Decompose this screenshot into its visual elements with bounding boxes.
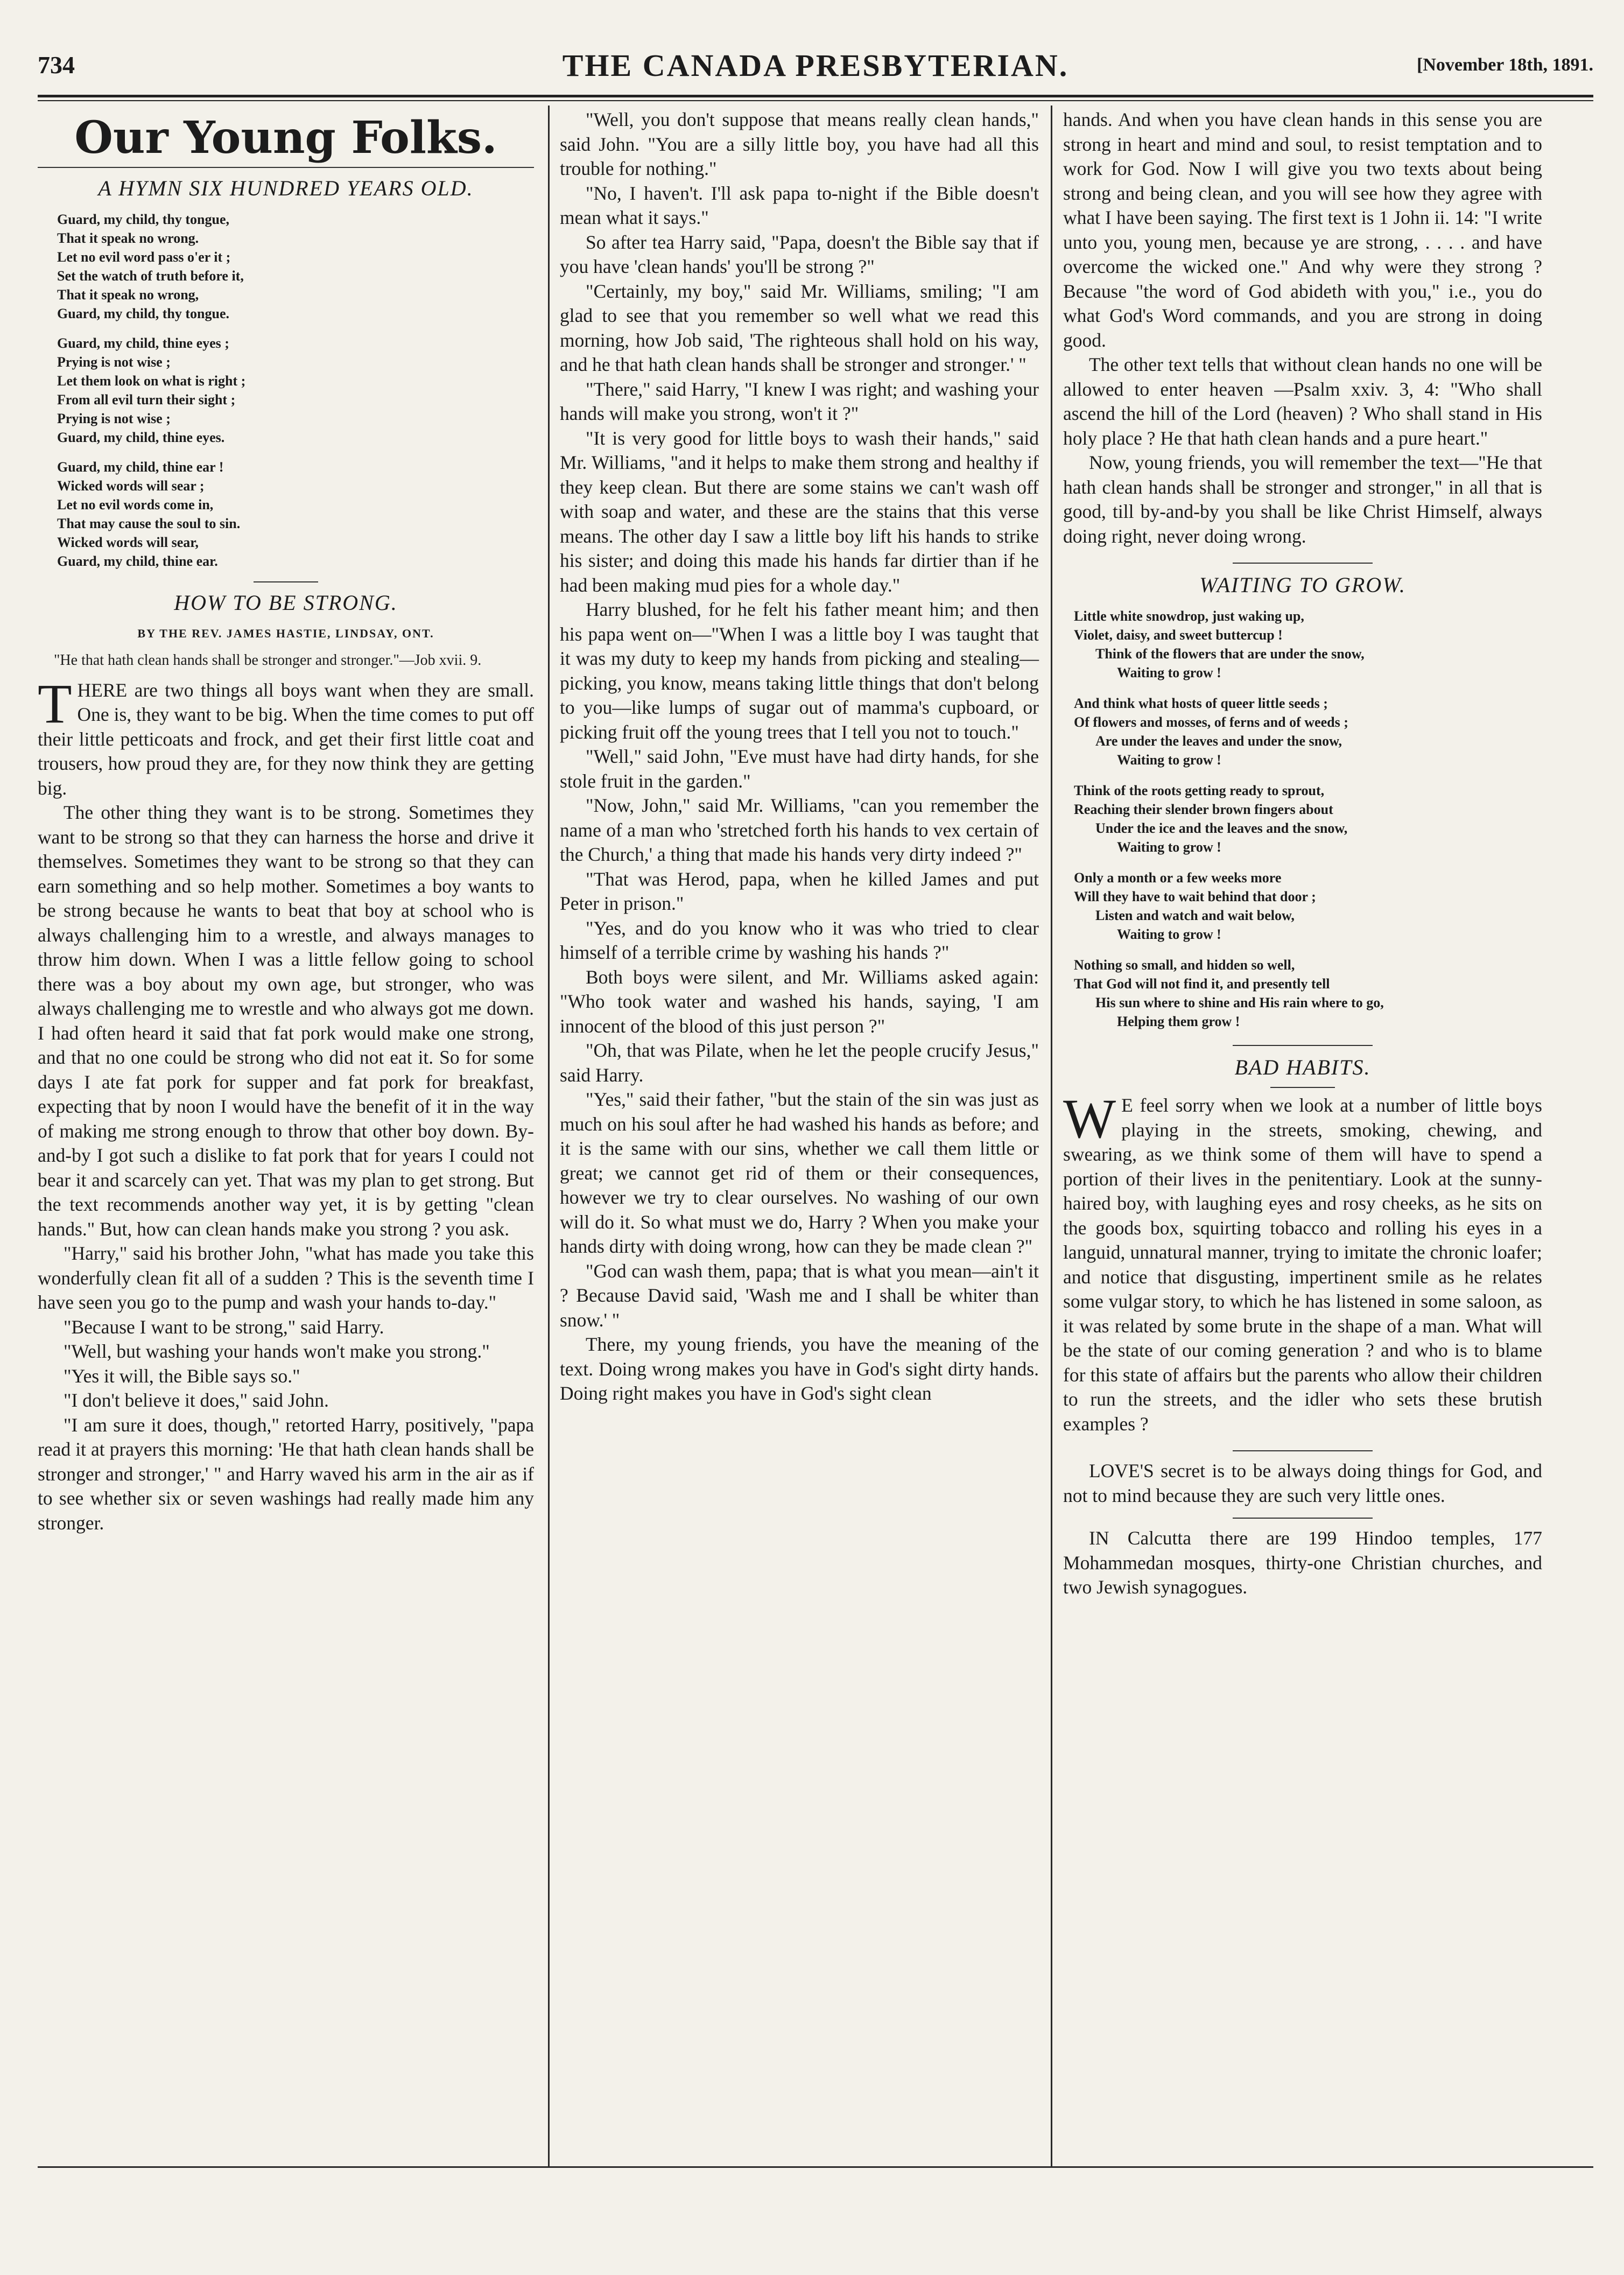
poem-line: Let no evil word pass o'er it ; xyxy=(57,249,231,265)
article-paragraph: "That was Herod, papa, when he killed James and put Peter in prison." xyxy=(560,868,1039,914)
page-bottom-rule xyxy=(38,2166,1593,2168)
article-paragraph: "Yes," said their father, "but the stain of the sin was just as much on his soul after he had washed his hands as before; and it is the same with our sins, whether we call them little or great; we cannot get rid of them or their consequences, however we try to clear ourselves. No washing of our own will do it. So what must we do, Harry ? When you make your hands dirty with doing wrong, how can they be made clean ?" xyxy=(560,1089,1039,1257)
article-paragraph: The other text tells that without clean hands no one will be allowed to enter heaven —Psalm xxiv. 3, 4: "Who shall ascend the hill of the Lord (heaven) ? Who shall stand in His holy place ? He that hath clean hands and a pure heart." xyxy=(1063,354,1542,449)
poem-line: Think of the flowers that are under the snow, xyxy=(1095,646,1365,662)
hymn-title: A HYMN SIX HUNDRED YEARS OLD. xyxy=(98,176,474,200)
article-paragraph: "Certainly, my boy," said Mr. Williams, smiling; "I am glad to see that you remember so well what we read this morning, how Job said, 'The righteous shall hold on his way, and he that hath clean hands shall be stronger and stronger.' " xyxy=(560,280,1039,375)
column-3 xyxy=(1063,108,1542,1600)
article-paragraph: Now, young friends, you will remember the text—"He that hath clean hands shall be stronger and stronger," in all that is good, till by-and-by you shall be like Christ Himself, always doing right, never doing wrong. xyxy=(1063,452,1542,547)
poem-line: Wicked words will sear ; xyxy=(57,478,205,494)
poem-line: Let no evil words come in, xyxy=(57,497,214,512)
poem-line: That it speak no wrong. xyxy=(57,230,199,246)
poem-line: Waiting to grow ! xyxy=(1117,665,1221,680)
poem-line: Waiting to grow ! xyxy=(1117,752,1221,768)
poem-line: Will they have to wait behind that door ; xyxy=(1074,889,1316,904)
article-title: HOW TO BE STRONG. xyxy=(174,591,398,615)
poem-line: Set the watch of truth before it, xyxy=(57,268,244,284)
column-separator xyxy=(548,106,550,2167)
masthead-rule xyxy=(38,95,1593,97)
article-paragraph: The other thing they want is to be strong. Sometimes they want to be strong so that they can harness the horse and drive it themselves. Sometimes they want to be strong so that they can earn something and so help mother. Sometimes a boy wants to be strong because he wants to beat that boy at school who is always challenging him to a wrestle, and always manages to throw him down. When I was a little fellow going to school there was a boy about my own age, but stronger, who was always challenging me to wrestle and who always got me down. I had often heard it said that fat pork would make one strong, and that no one could be strong who did not eat it. So for some days I ate fat pork for supper and fat pork for breakfast, expecting that by noon I would have the benefit of it in the way of making me strong enough to throw that other boy down. By-and-by I got such a dislike to fat pork that for years I could not bear it and scarcely can yet. That was my plan to get strong. But the text recommends another way yet, it is by getting "clean hands." But, how can clean hands make you strong ? you ask. xyxy=(38,802,534,1240)
article-paragraph: "Well, you don't suppose that means really clean hands," said John. "You are a silly little boy, you have had all this trouble for nothing." xyxy=(560,109,1039,179)
poem-line: Prying is not wise ; xyxy=(57,354,171,370)
section-title: Our Young Folks. xyxy=(74,112,497,164)
article-title: BAD HABITS. xyxy=(1234,1055,1371,1079)
poem-stanza xyxy=(1074,956,1542,1031)
poem-line: Only a month or a few weeks more xyxy=(1074,870,1282,886)
article-paragraph: Both boys were silent, and Mr. Williams asked again: "Who took water and washed his hands, saying, 'I am innocent of the blood of this just person ?" xyxy=(560,966,1039,1037)
poem-line: Little white snowdrop, just waking up, xyxy=(1074,608,1304,624)
article-divider xyxy=(1233,563,1373,564)
hymn-poem xyxy=(57,210,534,571)
poem-line: His sun where to shine and His rain where to go, xyxy=(1095,995,1384,1010)
column-2 xyxy=(560,108,1039,1406)
article-divider xyxy=(1233,1518,1373,1519)
masthead xyxy=(38,47,1593,90)
journal-title: THE CANADA PRESBYTERIAN. xyxy=(562,48,1069,83)
poem-line: Think of the roots getting ready to sprout, xyxy=(1074,783,1325,798)
section-rule xyxy=(38,167,534,168)
poem-line: Waiting to grow ! xyxy=(1117,839,1221,855)
article-paragraph: "God can wash them, papa; that is what you mean—ain't it ? Because David said, 'Wash me and I shall be whiter than snow.' " xyxy=(560,1260,1039,1331)
poem-line: And think what hosts of queer little seeds ; xyxy=(1074,696,1328,711)
article-paragraph: LOVE'S secret is to be always doing things for God, and not to mind because they are such very little ones. xyxy=(1063,1460,1542,1506)
article-paragraph: "Oh, that was Pilate, when he let the people crucify Jesus," said Harry. xyxy=(560,1040,1039,1086)
poem-line: Guard, my child, thy tongue. xyxy=(57,306,229,321)
article-paragraph: "Well, but washing your hands won't make you strong." xyxy=(64,1340,490,1362)
poem-line: Guard, my child, thine ear. xyxy=(57,553,218,569)
poem-stanza xyxy=(1074,781,1542,856)
article-paragraph: THERE are two things all boys want when they are small. One is, they want to be big. When the time comes to put off their little petticoats and frock, and get their first little coat and trousers, how proud they are, for they now think they are getting big. xyxy=(38,672,534,799)
article-paragraph: So after tea Harry said, "Papa, doesn't the Bible say that if you have 'clean hands' you'll be strong ?" xyxy=(560,231,1039,277)
poem-line: That may cause the soul to sin. xyxy=(57,516,241,531)
article-paragraph: "I am sure it does, though," retorted Harry, positively, "papa read it at prayers this morning: 'He that hath clean hands shall be stronger and stronger,' " and Harry waved his arm in the air as if to see whether six or seven washings had really made him any stronger. xyxy=(38,1414,534,1534)
poem-line: Under the ice and the leaves and the snow, xyxy=(1095,820,1348,836)
article-paragraph: IN Calcutta there are 199 Hindoo temples, 177 Mohammedan mosques, thirty-one Christian churches, and two Jewish synagogues. xyxy=(1063,1527,1542,1598)
poem-line: Let them look on what is right ; xyxy=(57,373,246,389)
article-paragraph: "Because I want to be strong," said Harry. xyxy=(64,1316,384,1338)
article-divider xyxy=(254,581,318,582)
poem-line: That God will not find it, and presently tell xyxy=(1074,976,1330,992)
poem-line: Guard, my child, thine eyes. xyxy=(57,430,225,445)
article-paragraph: Harry blushed, for he felt his father meant him; and then his papa went on—"When I was a little boy I was taught that it was my duty to keep my hands from picking and stealing—picking, you know, means taking little things that don't belong to you—like lumps of sugar out of mamma's cupboard, or picking fruit off the young trees that I tell you not to touch." xyxy=(560,599,1039,743)
poem-stanza xyxy=(57,458,534,571)
article-divider xyxy=(1233,1450,1373,1451)
article-paragraph: "Yes, and do you know who it was who tried to clear himself of a terrible crime by washing his hands ?" xyxy=(560,917,1039,963)
article-paragraph: "Yes it will, the Bible says so." xyxy=(64,1365,300,1387)
column-1 xyxy=(38,108,534,1535)
article-paragraph: hands. And when you have clean hands in this sense you are strong in heart and mind and soul, to resist temptation and to work for God. Now I will give you two texts about being strong and being clean, and you will see how they agree with what I have been saying. The first text is 1 John ii. 14: "I write unto you, young men, because ye are strong, . . . . and have overcome the wicked one." And why were they strong ? Because "the word of God abideth with you," i.e., you do what God's Word commands, and you are strong in doing good. xyxy=(1063,109,1542,351)
column-separator xyxy=(1051,106,1052,2167)
poem-line: Guard, my child, thy tongue, xyxy=(57,212,229,227)
poem-line: Of flowers and mosses, of ferns and of weeds ; xyxy=(1074,714,1348,730)
poem-title: WAITING TO GROW. xyxy=(1199,573,1406,597)
poem-stanza xyxy=(1074,694,1542,769)
poem-line: From all evil turn their sight ; xyxy=(57,392,236,408)
poem-line: Listen and watch and wait below, xyxy=(1095,908,1295,923)
article-paragraph: "There," said Harry, "I knew I was right; and washing your hands will make you strong, won't it ?" xyxy=(560,378,1039,424)
article-paragraph: "No, I haven't. I'll ask papa to-night if the Bible doesn't mean what it says." xyxy=(560,182,1039,228)
article-byline: BY THE REV. JAMES HASTIE, LINDSAY, ONT. xyxy=(137,627,434,640)
poem-stanza xyxy=(57,334,534,447)
poem-stanza xyxy=(1074,868,1542,944)
poem-line: Are under the leaves and under the snow, xyxy=(1095,733,1342,749)
page-number: 734 xyxy=(38,51,75,79)
poem-line: Helping them grow ! xyxy=(1117,1014,1240,1029)
poem-line: Violet, daisy, and sweet buttercup ! xyxy=(1074,627,1283,643)
article-divider xyxy=(1233,1045,1373,1046)
poem-line: Nothing so small, and hidden so well, xyxy=(1074,957,1295,973)
poem-line: Waiting to grow ! xyxy=(1117,926,1221,942)
article-epigraph: "He that hath clean hands shall be stronger and stronger."—Job xvii. 9. xyxy=(54,651,482,669)
waiting-poem xyxy=(1074,607,1542,1031)
masthead-rule-thin xyxy=(38,100,1593,101)
poem-line: Prying is not wise ; xyxy=(57,411,171,426)
article-paragraph: "Harry," said his brother John, "what has made you take this wonderfully clean fit all of a sudden ? This is the seventh time I have seen you go to the pump and wash your hands to-day." xyxy=(38,1242,534,1313)
article-paragraph: "I don't believe it does," said John. xyxy=(64,1389,329,1411)
title-rule xyxy=(1270,1087,1335,1088)
article-paragraph: "It is very good for little boys to wash their hands," said Mr. Williams, "and it helps to make them strong and healthy if they keep clean. But there are some stains we can't wash off with soap and water, and these are the stains that this verse means. The other day I saw a little boy lift his hands to strike his sister; and doing this made his hands far dirtier than if he had been making mud pies for a whole day." xyxy=(560,427,1039,596)
article-paragraph: "Well," said John, "Eve must have had dirty hands, for she stole fruit in the garden." xyxy=(560,746,1039,792)
poem-line: That it speak no wrong, xyxy=(57,287,199,303)
poem-line: Wicked words will sear, xyxy=(57,535,199,550)
poem-stanza xyxy=(1074,607,1542,682)
poem-line: Guard, my child, thine ear ! xyxy=(57,459,224,475)
poem-stanza xyxy=(57,210,534,323)
issue-date: [November 18th, 1891. xyxy=(1417,55,1593,75)
article-paragraph: "Now, John," said Mr. Williams, "can you remember the name of a man who 'stretched forth his hands to vex certain of the Church,' a thing that made his hands very dirty indeed ?" xyxy=(560,795,1039,865)
article-paragraph: There, my young friends, you have the meaning of the text. Doing wrong makes you have in God's sight dirty hands. Doing right makes you have in God's sight clean xyxy=(560,1333,1039,1404)
article-paragraph: WE feel sorry when we look at a number of little boys playing in the streets, smoking, chewing, and swearing, as we think some of them will have to spend a portion of their lives in the penitentiary. Look at the sunny-haired boy, with laughing eyes and rosy cheeks, as he sits on the goods box, squirting tobacco and rolling his eyes in a languid, unnatural manner, trying to imitate the chronic loafer; and notice that disgusting, impertinent smile as he relates some vulgar story, to which he has listened in some saloon, as it was related by some brute in the shape of a man. What will be the state of our coming generation ? and who is to blame for this state of affairs but the parents who allow their children to run the streets, and the idler who sets these brutish examples ? xyxy=(1063,1088,1542,1435)
poem-line: Guard, my child, thine eyes ; xyxy=(57,335,229,351)
poem-line: Reaching their slender brown fingers about xyxy=(1074,802,1333,817)
